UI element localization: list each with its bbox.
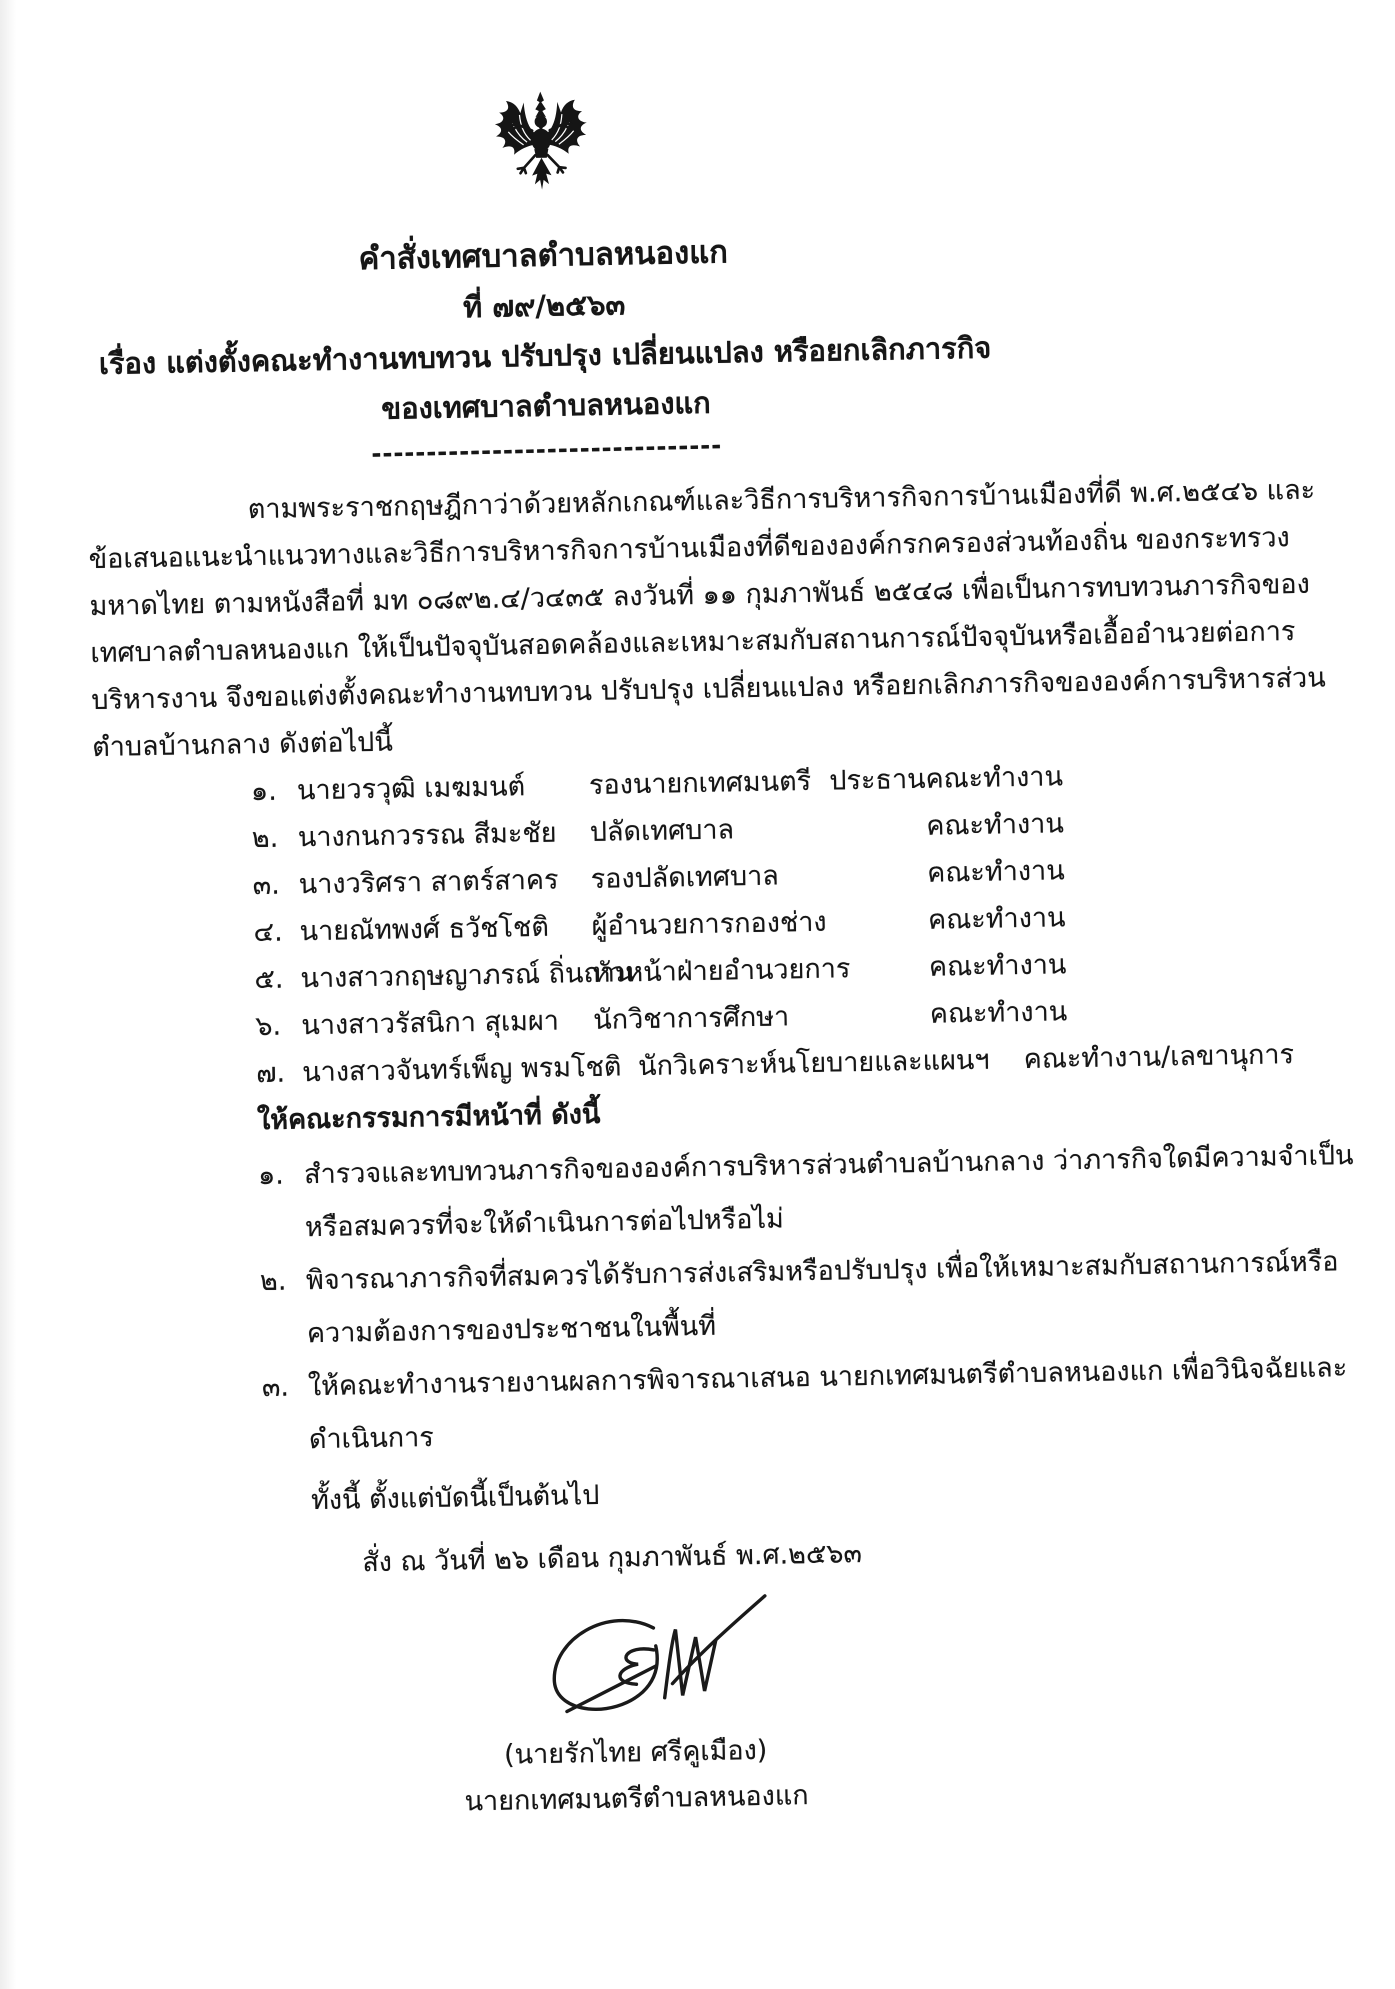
committee-number: ๔.: [253, 916, 283, 949]
signer-title: นายกเทศมนตรีตำบลหนองแก: [464, 1780, 809, 1818]
duty-number: ๓.: [261, 1371, 290, 1404]
duty-text: [303, 1130, 1354, 1254]
divider-dashes: --------------------------------: [371, 431, 723, 468]
intro-line: ข้อเสนอแนะนำแนวทางและวิธีการบริหารกิจการบ้านเมืองที่ดีขององค์กรกครองส่วนท้องถิ่น ของกระทรวง: [88, 522, 1290, 576]
duty-item: [257, 1129, 1354, 1255]
committee-number: ๕.: [254, 963, 284, 996]
committee-position: นักวิเคราะห์นโยบายและแผนฯ: [637, 1044, 990, 1083]
committee-role: คณะทำงาน: [926, 808, 1065, 842]
committee-role: คณะทำงาน: [929, 996, 1068, 1030]
committee-list: [251, 748, 1339, 1097]
committee-position: นักวิชาการศึกษา: [592, 1001, 790, 1036]
intro-line: ตำบลบ้านกลาง ดังต่อไปนี้: [91, 726, 394, 764]
committee-name: นายณัทพงศ์ ธวัชโชติ: [299, 911, 550, 948]
committee-role: ประธานคณะทำงาน: [829, 761, 1064, 797]
intro-line: บริหารงาน จึงขอแต่งตั้งคณะทำงานทบทวน ปรับปรุง เปลี่ยนแปลง หรือยกเลิกภารกิจขององค์การบริหารส่วน: [91, 662, 1326, 717]
committee-name: นางกนกวรรณ สีมะชัย: [297, 817, 557, 854]
committee-position: หัวหน้าฝ่ายอำนวยการ: [592, 953, 851, 989]
duty-line: ความต้องการของประชาชนในพื้นที่: [306, 1310, 717, 1350]
duty-item: [261, 1341, 1348, 1467]
committee-name: นางวริศรา สาตร์สาคร: [298, 864, 559, 901]
committee-number: ๑.: [250, 775, 278, 808]
intro-paragraph: [87, 466, 1332, 771]
duty-item: [260, 1235, 1344, 1361]
duty-text: [307, 1342, 1348, 1466]
duties-heading: ให้คณะกรรมการมีหน้าที่ ดังนี้: [256, 1098, 601, 1137]
intro-line: มหาดไทย ตามหนังสือที่ มท ๐๘๙๒.๔/ว๔๓๕ ลงวันที่ ๑๑ กุมภาพันธ์ ๒๕๔๘ เพื่อเป็นการทบทวนภารกิจของ: [89, 568, 1311, 623]
committee-name: นางสาวจันทร์เพ็ญ พรมโชติ: [301, 1051, 622, 1089]
document-number: ที่ ๗๙/๒๕๖๓: [462, 287, 626, 325]
document-header: [80, 80, 1007, 473]
duty-line: ดำเนินการ: [308, 1421, 435, 1456]
duty-number: ๒.: [259, 1265, 287, 1298]
committee-position: ผู้อำนวยการกองช่าง: [591, 906, 827, 942]
subject-line: เรื่อง แต่งตั้งคณะทำงานทบทวน ปรับปรุง เปลี่ยนแปลง หรือยกเลิกภารกิจ: [98, 330, 992, 381]
intro-line: เทศบาลตำบลหนองแก ให้เป็นปัจจุบันสอดคล้องและเหมาะสมกับสถานการณ์ปัจจุบันหรือเอื้ออำนวยต่อการ: [90, 616, 1296, 670]
subject-line-2: ของเทศบาลตำบลหนองแก: [381, 385, 711, 426]
duties-list: [100, 1129, 1354, 1470]
committee-name: นายวรวุฒิ เมฆมนต์: [296, 771, 526, 807]
duty-line: พิจารณาภารกิจที่สมควรได้รับการส่งเสริมหรือปรับปรุง เพื่อให้เหมาะสมกับสถานการณ์หรือ: [305, 1246, 1339, 1297]
signature-block: [403, 1582, 867, 1826]
order-date-line: สั่ง ณ วันที่ ๒๖ เดือน กุมภาพันธ์ พ.ศ.๒๕๖๓: [362, 1538, 863, 1579]
committee-role: คณะทำงาน: [928, 949, 1067, 983]
garuda-emblem-icon: [487, 88, 595, 214]
signer-name: (นายรักไทย ศรีคูเมือง): [503, 1734, 768, 1771]
signature-handwriting: [498, 1583, 811, 1739]
duty-line: ให้คณะทำงานรายงานผลการพิจารณาเสนอ นายกเทศมนตรีตำบลหนองแก เพื่อวินิจฉัยและ: [307, 1352, 1348, 1403]
committee-name: นางสาวรัสนิกา สุเมผา: [301, 1005, 560, 1042]
committee-role: คณะทำงาน: [927, 902, 1066, 936]
duty-number: ๑.: [257, 1159, 285, 1192]
committee-role: คณะทำงาน: [926, 855, 1065, 889]
effective-line: ทั้งนี้ ตั้งแต่บัดนี้เป็นต้นไป: [310, 1479, 600, 1517]
duty-text: [305, 1236, 1339, 1360]
committee-number: ๖.: [255, 1010, 282, 1043]
committee-role: คณะทำงาน/เลขานุการ: [1023, 1039, 1295, 1076]
committee-position: รองนายกเทศมนตรี: [588, 765, 812, 801]
duty-line: หรือสมควรที่จะให้ดำเนินการต่อไปหรือไม่: [304, 1203, 785, 1244]
document-title: คำสั่งเทศบาลตำบลหนองแก: [358, 234, 729, 278]
committee-name: นางสาวกฤษญาภรณ์ ถิ่นถาน: [300, 957, 634, 995]
committee-number: ๓.: [252, 869, 281, 902]
intro-line: ตามพระราชกฤษฎีกาว่าด้วยหลักเกณฑ์และวิธีการบริหารกิจการบ้านเมืองที่ดี พ.ศ.๒๕๔๖ และ: [247, 474, 1316, 526]
committee-number: ๒.: [251, 822, 279, 855]
duty-line: สำรวจและทบทวนภารกิจขององค์การบริหารส่วนตำบลบ้านกลาง ว่าภารกิจใดมีความจำเป็น: [303, 1140, 1354, 1191]
committee-position: รองปลัดเทศบาล: [590, 860, 780, 895]
committee-number: ๗.: [255, 1057, 286, 1090]
committee-position: ปลัดเทศบาล: [589, 814, 735, 848]
